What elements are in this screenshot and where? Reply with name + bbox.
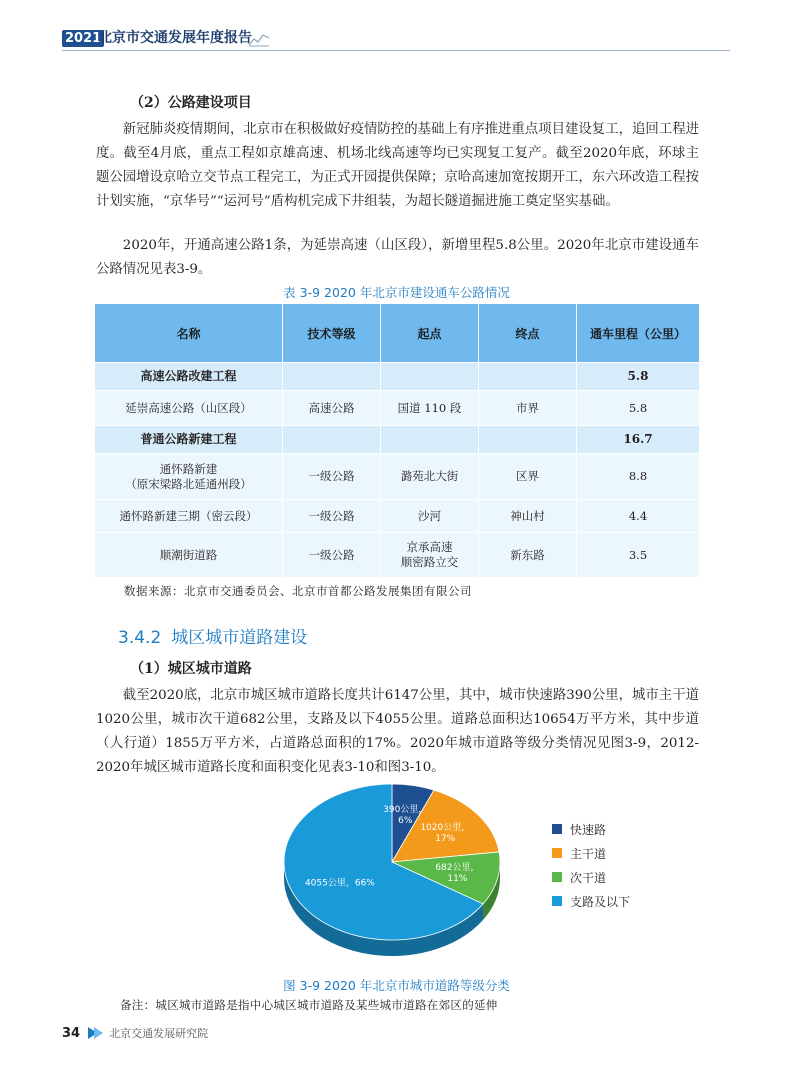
cell-start-line-2: 顺密路立交 xyxy=(400,555,459,569)
legend-item-secondary xyxy=(552,865,630,889)
cell-name: 延崇高速公路（山区段） xyxy=(95,391,283,426)
cell-end: 市界 xyxy=(479,391,577,426)
cell-grade: 高速公路 xyxy=(283,391,381,426)
cell-name-line-2: （原宋梁路北延通州段） xyxy=(125,476,252,491)
cell-start-line-1: 京承高速 xyxy=(406,540,453,554)
table-source-note: 数据来源：北京市交通委员会、北京市首都公路发展集团有限公司 xyxy=(124,584,472,598)
col-header-grade: 技术等级 xyxy=(283,304,381,363)
cell-name xyxy=(95,454,283,500)
chart-caption: 图 3-9 2020 年北京市城市道路等级分类 xyxy=(283,978,510,993)
year-badge: 2021 xyxy=(62,30,104,47)
cell-start: 沙河 xyxy=(381,500,479,533)
legend-item-expressway xyxy=(552,817,630,841)
cell-name: 顺潮街道路 xyxy=(95,533,283,578)
legend-swatch xyxy=(552,848,562,858)
section-name: 普通公路新建工程 xyxy=(95,426,283,454)
legend-swatch xyxy=(552,896,562,906)
highway-paragraph-1: 新冠肺炎疫情期间，北京市在积极做好疫情防控的基础上有序推进重点项目建设复工，追回工程进度。截至4月底，重点工程如京雄高速、机场北线高速等均已实现复工复产。截至2020年底，环球主题公园增设京哈立交节点工程完工，为正式开园提供保障；京哈高速加宽按期开工，东六环改造工程按计划实施，“京华号”“运河号”盾构机完成下井组装，为超长隧道掘进施工奠定坚实基础。 xyxy=(96,122,699,209)
arrow-right-icon xyxy=(88,1027,104,1039)
report-title: 北京市交通发展年度报告 xyxy=(98,30,252,46)
section-total: 5.8 xyxy=(577,363,700,391)
section-title: 城区城市道路建设 xyxy=(171,628,308,648)
section-heading xyxy=(118,623,307,648)
highway-paragraph-2: 2020年，开通高速公路1条，为延崇高速（山区段），新增里程5.8公里。2020年北京市建设通车公路情况见表3-9。 xyxy=(96,238,699,277)
legend-item-arterial xyxy=(552,841,630,865)
pie-data-label: 6% xyxy=(398,816,413,827)
table-row xyxy=(95,533,700,578)
pie-data-label: 390公里， xyxy=(383,805,428,816)
page-number: 34 xyxy=(62,1025,81,1041)
cell-start xyxy=(381,533,479,578)
cell-grade: 一级公路 xyxy=(283,533,381,578)
legend-label: 快速路 xyxy=(570,822,607,837)
cell-km: 3.5 xyxy=(577,533,700,578)
pie-data-label: 682公里， xyxy=(435,863,480,874)
legend-item-branch xyxy=(552,889,630,913)
legend-swatch xyxy=(552,824,562,834)
section-name: 高速公路改建工程 xyxy=(95,363,283,391)
cell-name: 通怀路新建三期（密云段） xyxy=(95,500,283,533)
highway-subhead: （2）公路建设项目 xyxy=(130,95,252,111)
cell-km: 4.4 xyxy=(577,500,700,533)
page-footer xyxy=(62,1024,208,1042)
road-class-pie-chart xyxy=(280,780,510,965)
pie-data-label: 17% xyxy=(435,834,456,845)
cell-end: 神山村 xyxy=(479,500,577,533)
table-section-row xyxy=(95,363,700,391)
legend-label: 主干道 xyxy=(570,846,607,861)
col-header-start: 起点 xyxy=(381,304,479,363)
organization-name: 北京交通发展研究院 xyxy=(109,1027,209,1040)
cell-km: 5.8 xyxy=(577,391,700,426)
chart-note: 备注：城区城市道路是指中心城区城市道路及某些城市道路在郊区的延伸 xyxy=(120,998,498,1012)
page-header xyxy=(62,29,730,51)
cell-start: 潞苑北大街 xyxy=(381,454,479,500)
col-header-name: 名称 xyxy=(95,304,283,363)
cell-grade: 一级公路 xyxy=(283,454,381,500)
cell-km: 8.8 xyxy=(577,454,700,500)
table-section-row xyxy=(95,426,700,454)
cell-start: 国道 110 段 xyxy=(381,391,479,426)
pie-data-label: 11% xyxy=(447,874,468,885)
col-header-km: 通车里程（公里） xyxy=(577,304,700,363)
pie-data-label: 4055公里，66% xyxy=(304,878,375,889)
section-number: 3.4.2 xyxy=(118,628,162,648)
urban-subhead: （1）城区城市道路 xyxy=(130,661,252,677)
cell-grade: 一级公路 xyxy=(283,500,381,533)
section-total: 16.7 xyxy=(577,426,700,454)
table-row xyxy=(95,454,700,500)
chart-legend xyxy=(552,817,630,913)
table-header-row xyxy=(95,304,700,363)
cell-end: 区界 xyxy=(479,454,577,500)
legend-label: 支路及以下 xyxy=(570,894,631,909)
header-divider xyxy=(62,50,730,51)
table-row xyxy=(95,391,700,426)
urban-paragraph: 截至2020底，北京市城区城市道路长度共计6147公里，其中，城市快速路390公里，城市主干道1020公里，城市次干道682公里，支路及以下4055公里。道路总面积达10654万平方米，其中步道（人行道）1855万平方米，占道路总面积的17%。2020年城市道路等级分类情况见图3-9，2012-2020年城区城市道路长度和面积变化见表3-10和图3-10。 xyxy=(96,688,699,775)
table-row xyxy=(95,500,700,533)
road-table xyxy=(94,304,700,578)
line-chart-icon xyxy=(248,31,270,47)
cell-end: 新东路 xyxy=(479,533,577,578)
legend-label: 次干道 xyxy=(570,870,607,885)
pie-data-label: 1020公里， xyxy=(420,823,471,834)
table-caption: 表 3-9 2020 年北京市建设通车公路情况 xyxy=(283,285,510,300)
cell-name-line-1: 通怀路新建 xyxy=(159,461,218,476)
legend-swatch xyxy=(552,872,562,882)
col-header-end: 终点 xyxy=(479,304,577,363)
